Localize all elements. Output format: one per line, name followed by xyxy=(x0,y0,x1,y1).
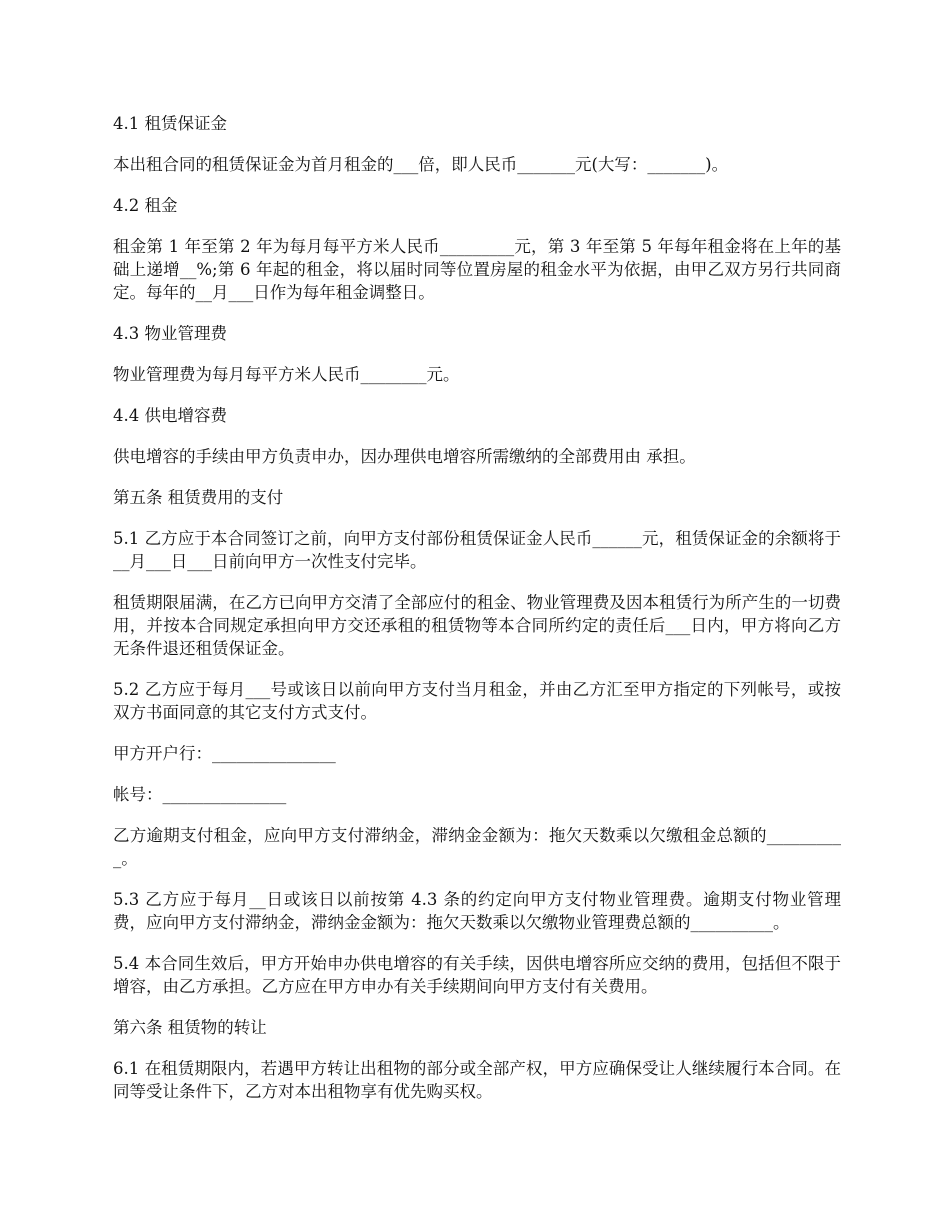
paragraph-5-1: 5.1 乙方应于本合同签订之前，向甲方支付部份租赁保证金人民币______元，租赁保证金的余额将于__月___日___日前向甲方一次性支付完毕。 xyxy=(113,529,841,571)
section-heading-4-4: 4.4 供电增容费 xyxy=(113,406,227,425)
paragraph-6-1: 6.1 在租赁期限内，若遇甲方转让出租物的部分或全部产权，甲方应确保受让人继续履行本合同。在同等受让条件下，乙方对本出租物享有优先购买权。 xyxy=(113,1059,841,1101)
article-heading-5: 第五条 租赁费用的支付 xyxy=(113,488,284,507)
paragraph-power-fee: 供电增容的手续由甲方负责申办，因办理供电增容所需缴纳的全部费用由 承担。 xyxy=(113,447,696,466)
document-page xyxy=(113,112,841,1121)
paragraph-bank: 甲方开户行：_______________ xyxy=(113,744,336,763)
section-heading-4-1: 4.1 租赁保证金 xyxy=(113,114,227,133)
section-heading-4-3: 4.3 物业管理费 xyxy=(113,324,227,343)
paragraph-deposit-refund: 租赁期限届满，在乙方已向甲方交清了全部应付的租金、物业管理费及因本租赁行为所产生的一切费用，并按本合同规定承担向甲方交还承租的租赁物等本合同所约定的责任后___日内，甲方将向乙方无条件退还租赁保证金。 xyxy=(113,593,841,658)
article-heading-6: 第六条 租赁物的转让 xyxy=(113,1018,267,1037)
paragraph-property-fee: 物业管理费为每月每平方米人民币________元。 xyxy=(113,365,460,384)
paragraph-late-rent: 乙方逾期支付租金，应向甲方支付滞纳金，滞纳金金额为：拖欠天数乘以欠缴租金总额的__________。 xyxy=(113,826,841,868)
paragraph-5-3: 5.3 乙方应于每月__日或该日以前按第 4.3 条的约定向甲方支付物业管理费。逾期支付物业管理费，应向甲方支付滞纳金，滞纳金金额为：拖欠天数乘以欠缴物业管理费总额的__________。 xyxy=(113,890,841,932)
paragraph-deposit: 本出租合同的租赁保证金为首月租金的___倍，即人民币_______元(大写：_______)。 xyxy=(113,155,729,174)
section-heading-4-2: 4.2 租金 xyxy=(113,196,178,215)
paragraph-5-2: 5.2 乙方应于每月___号或该日以前向甲方支付当月租金，并由乙方汇至甲方指定的下列帐号，或按双方书面同意的其它支付方式支付。 xyxy=(113,680,841,722)
paragraph-account: 帐号：_______________ xyxy=(113,785,287,804)
paragraph-rent: 租金第 1 年至第 2 年为每月每平方米人民币_________元，第 3 年至第 5 年每年租金将在上年的基础上递增__%;第 6 年起的租金，将以届时同等位置房屋的租金水平为依据，由甲乙双方另行共同商定。每年的__月___日作为每年租金调整日。 xyxy=(113,237,841,302)
paragraph-5-4: 5.4 本合同生效后，甲方开始申办供电增容的有关手续，因供电增容所应交纳的费用，包括但不限于增容，由乙方承担。乙方应在甲方申办有关手续期间向甲方支付有关费用。 xyxy=(113,954,841,996)
